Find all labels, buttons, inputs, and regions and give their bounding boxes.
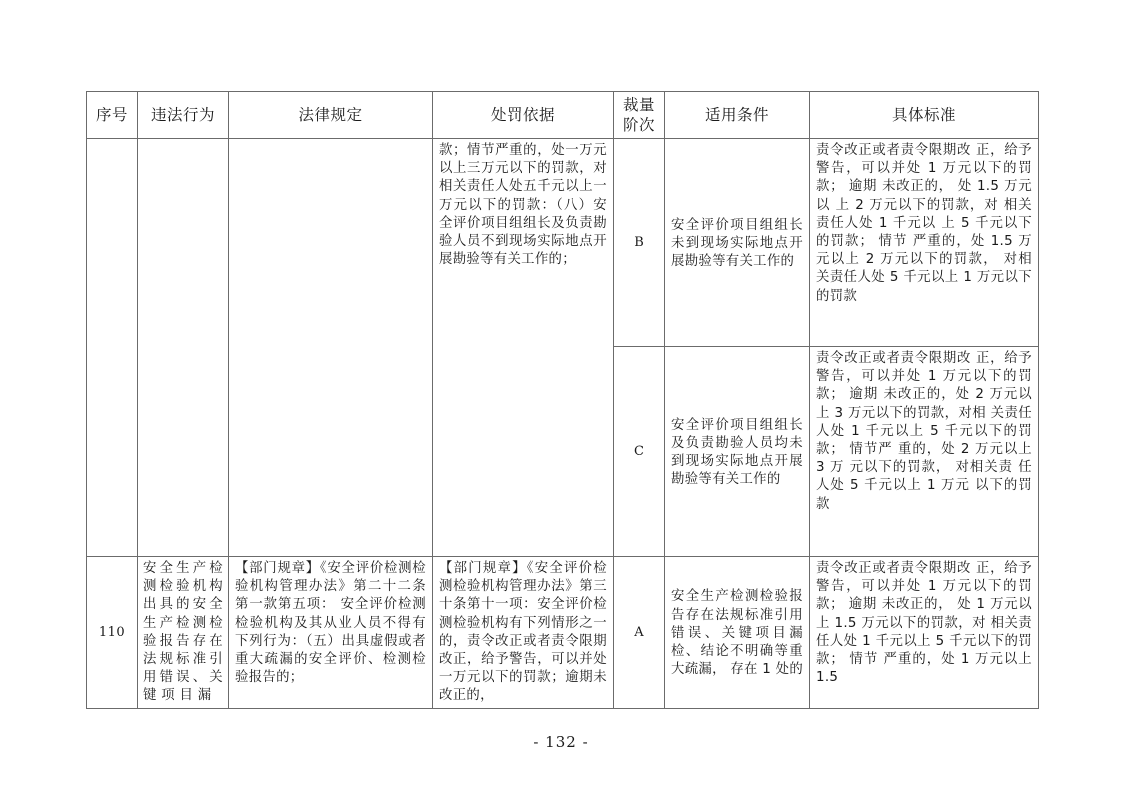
standard-cell: [810, 139, 1039, 347]
level-cell: A: [614, 557, 665, 709]
law-cell: [229, 557, 433, 709]
table-row: [87, 139, 1039, 347]
condition-cell: [665, 557, 810, 709]
header-law: 法律规定: [229, 92, 433, 139]
condition-cell: [665, 139, 810, 347]
violation-cell-continued: [138, 139, 229, 557]
condition-text: 安全生产检测检验报告存在法规标准引用错误、关键项目漏检、结论不明确等重大疏漏， 存在 1 处的: [671, 589, 804, 678]
level-cell: C: [614, 347, 665, 557]
header-standard: 具体标准: [810, 92, 1039, 139]
condition-cell: [665, 347, 810, 557]
seq-cell: 110: [87, 557, 138, 709]
penalty-basis-cell: [433, 139, 614, 557]
standard-text: 责令改正或者责令限期改 正，给予警告，可以并处 1 万元以下的罚款； 逾期 未改正的， 处 1 万元以上 1.5 万元以下的罚款，对 相关责任人处 1 千元以上 5 千元以下的罚款； 情节 严重的，处 1 万元以上 1.5: [816, 561, 1032, 686]
header-level: 裁量 阶次: [614, 92, 665, 139]
penalty-basis-cell: [433, 557, 614, 709]
violation-cell: [138, 557, 229, 709]
violation-text: 安全生产检测检验机构出具的安全生产检测检验报告存在法规标准引用错误、关键 项 目 漏: [143, 561, 223, 704]
condition-text: 安全评价项目组组长及负责勘验人员均未到现场实际地点开展勘验等有关工作的: [671, 417, 803, 488]
header-penalty-basis: 处罚依据: [433, 92, 614, 139]
penalty-standards-table: [86, 91, 1039, 709]
penalty-basis-text: 款；情节严重的，处一万元以上三万元以下的罚款，对相关责任人处五千元以上一万元以下的罚款：（八）安全评价项目组组长及负责勘验人员不到现场实际地点开展勘验等有关工作的；: [439, 143, 607, 268]
header-condition: 适用条件: [665, 92, 810, 139]
standard-text: 责令改正或者责令限期改 正，给予警告，可以并处 1 万元以下的罚款； 逾期 未改正的， 处 1.5 万元以 上 2 万元以下的罚款，对 相关责任人处 1 千元以 上 5 千元以下的罚款； 情节 严重的，处 1.5 万元以上 2 万元以下的罚款， 对相 关责任人处 5 千元以上 1 万元以下的罚款: [816, 143, 1032, 304]
header-seq: 序号: [87, 92, 138, 139]
standard-text: 责令改正或者责令限期改 正，给予警告，可以并处 1 万元以下的罚款； 逾期 未改正的，处 2 万元以上 3 万元以下的罚款，对相 关责任人处 1 千元以上 5 千元以下的罚款； 情节严 重的，处 2 万元以上 3 万 元以下的罚款， 对相关责 任人处 5 千元以上 1 万元 以下的罚款: [816, 351, 1032, 512]
table-header-row: [87, 92, 1039, 139]
law-text: 【部门规章】《安全评价检测检验机构管理办法》第二十二条第一款第五项： 安全评价检测检验机构及其从业人员不得有下列行为：（五）出具虚假或者重大疏漏的安全评价、检测检验报告的；: [235, 561, 426, 686]
page-number: - 132 -: [533, 733, 589, 751]
penalty-basis-text: 【部门规章】《安全评价检测检验机构管理办法》第三十条第十一项：安全评价检测检验机构有下列情形之一的，责令改正或者责令限期改正，给予警告，可以并处一万元以下的罚款；逾期未改正的，: [439, 561, 607, 704]
condition-text: 安全评价项目组组长未到现场实际地点开展勘验等有关工作的: [671, 217, 803, 270]
table-row: [87, 557, 1039, 709]
law-cell-continued: [229, 139, 433, 557]
standard-cell: [810, 557, 1039, 709]
seq-cell-continued: [87, 139, 138, 557]
standard-cell: [810, 347, 1039, 557]
header-violation: 违法行为: [138, 92, 229, 139]
level-cell: B: [614, 139, 665, 347]
